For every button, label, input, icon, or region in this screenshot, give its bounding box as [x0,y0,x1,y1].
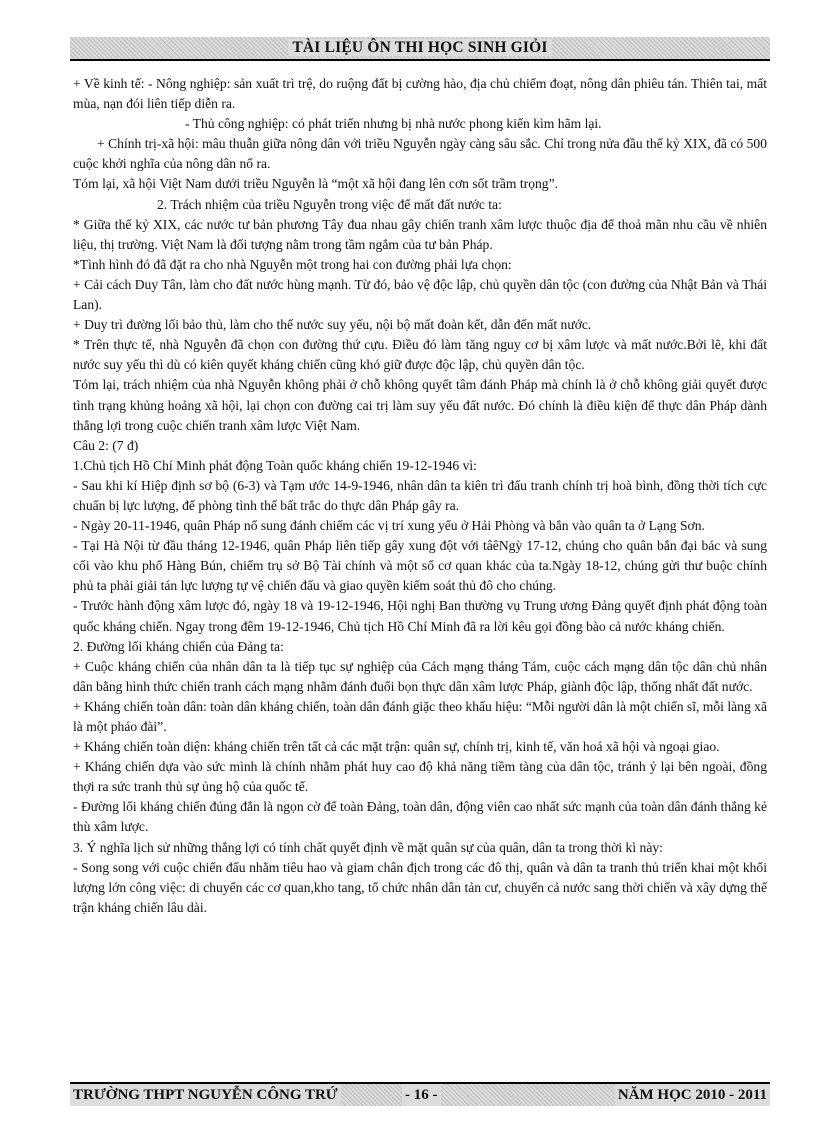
paragraph: + Cải cách Duy Tân, làm cho đất nước hùng mạnh. Từ đó, bảo vệ độc lập, chủ quyền dân tộc (con đường của Nhật Bản và Thái Lan). [73,276,767,313]
paragraph: * Giữa thế kỷ XIX, các nước tư bản phương Tây đua nhau gây chiến tranh xâm lược thuộc địa để thoả mãn nhu cầu về nhiên liệu, thị trường. Việt Nam là đối tượng nằm trong tầm ngắm của tư bản Pháp. [73,216,767,252]
footer-page-number: - 16 - [402,1084,441,1106]
page-footer [70,1082,770,1106]
paragraph: Tóm lại, xã hội Việt Nam dưới triều Nguyễn là “một xã hội đang lên cơn sốt trầm trọng”. [73,176,559,192]
paragraph: - Sau khi kí Hiệp định sơ bộ (6-3) và Tạm ước 14-9-1946, nhân dân ta kiên trì đấu tranh chính trị hoà bình, đồng thời tích cực chuẩn bị lực lượng, để phòng tình thế bất trắc do thực dân Pháp gây ra. [73,477,767,513]
paragraph: - Đường lối kháng chiến đúng đắn là ngọn cờ để toàn Đảng, toàn dân, động viên cao nhất sức mạnh của toàn dân đánh thắng kẻ thù xâm lược. [73,799,767,835]
paragraph: - Song song với cuộc chiến đấu nhằm tiêu hao và giam chân địch trong các đô thị, quân và dân ta tranh thủ triển khai một khối lượng lớn công việc: di chuyển các cơ quan,kho tang, tổ chức nhân dân tản cư, chuyển cả nước sang thời chiến và xây dựng thế trận kháng chiến lâu dài. [73,859,767,915]
page-header [70,37,770,61]
document-body [73,74,767,918]
section-heading: 3. Ý nghĩa lịch sử những thắng lợi có tính chất quyết định về mặt quân sự của quân, dân ta trong thời kì này: [73,839,663,855]
paragraph: + Chính trị-xã hội: mâu thuẫn giữa nông dân với triều Nguyễn ngày càng sâu sắc. Chỉ trong nửa đầu thế kỷ XIX, đã có 500 cuộc khởi nghĩa của nông dân nổ ra. [73,136,767,172]
section-heading: 2. Trách nhiệm của triều Nguyễn trong việc để mất đất nước ta: [157,196,502,212]
section-heading: 2. Đường lối kháng chiến của Đảng ta: [73,638,284,654]
paragraph: - Thủ công nghiệp: có phát triển nhưng bị nhà nước phong kiến kìm hãm lại. [185,116,602,132]
paragraph: + Kháng chiến toàn diện: kháng chiến trên tất cả các mặt trận: quân sự, chính trị, kinh tế, văn hoá xã hội và ngoại giao. [73,739,720,755]
paragraph: + Về kinh tế: - Nông nghiệp: sản xuất trì trệ, do ruộng đất bị cường hào, địa chủ chiếm đoạt, nông dân phiêu tán. Thiên tai, mất mùa, nạn đói liên tiếp diễn ra. [73,76,767,112]
page-title: TÀI LIỆU ÔN THI HỌC SINH GIỎI [288,39,551,56]
footer-school-year: NĂM HỌC 2010 - 2011 [615,1084,770,1106]
paragraph: *Tình hình đó đã đặt ra cho nhà Nguyễn một trong hai con đường phải lựa chọn: [73,256,512,272]
paragraph: - Ngày 20-11-1946, quân Pháp nổ sung đánh chiếm các vị trí xung yếu ở Hải Phòng và bắn vào quân ta ở Lạng Sơn. [73,518,705,534]
paragraph: + Kháng chiến toàn dân: toàn dân kháng chiến, toàn dân đánh giặc theo khẩu hiệu: “Mỗi người dân là một chiến sĩ, mỗi làng xã là một pháo đài”. [73,698,767,734]
paragraph: * Trên thực tế, nhà Nguyễn đã chọn con đường thứ cựu. Điều đó làm tăng nguy cơ bị xâm lược và mất nước.Bởi lẽ, khi đất nước suy yếu thì dù có kiên quyết kháng chiến cũng khó giữ được độc lập, chủ quyền dân tộc. [73,337,767,373]
paragraph: + Cuộc kháng chiến của nhân dân ta là tiếp tục sự nghiệp của Cách mạng tháng Tám, cuộc cách mạng dân tộc dân chủ nhân dân bằng hình thức chiến tranh cách mạng nhằm đánh đuổi bọn thực dân xâm lược Pháp, giành độc lập, thống nhất đất nước. [73,658,767,694]
paragraph: + Duy trì đường lối bảo thủ, làm cho thế nước suy yếu, nội bộ mất đoàn kết, dẫn đến mất nước. [73,317,592,333]
paragraph: + Kháng chiến dựa vào sức mình là chính nhằm phát huy cao độ khả năng tiềm tàng của dân tộc, tránh ỷ lại bên ngoài, đồng thợi ra sức tranh thủ sự ủng hộ của quốc tế. [73,759,767,795]
paragraph: - Tại Hà Nội từ đầu tháng 12-1946, quân Pháp liên tiếp gây xung đột với tâêNgỳ 17-12, chúng cho quân bắn đại bác và sung cối vào khu phố Hàng Bún, chiếm trụ sở Bộ Tài chính và một số cơ quan khác của ta.Ngày 18-12, chúng gửi thư buộc chính phủ ta phải giải tán lực lượng tự vệ chiến đấu và giao quyền kiểm soát thủ đô cho chúng. [73,538,767,594]
question-heading: Câu 2: (7 đ) [73,437,139,453]
paragraph: 1.Chủ tịch Hồ Chí Minh phát động Toàn quốc kháng chiến 19-12-1946 vì: [73,457,477,473]
paragraph: Tóm lại, trách nhiệm của nhà Nguyễn không phải ở chỗ không quyết tâm đánh Pháp mà chính là ở chỗ không giải quyết được tình trạng khủng hoảng xã hội, lại chọn con đường cai trị làm suy yếu đất nước. Đó chính là điều kiện để thực dân Pháp dành thắng lợi trong cuộc chiến tranh xâm lược Việt Nam. [73,377,767,433]
footer-school: TRƯỜNG THPT NGUYỄN CÔNG TRỨ [70,1084,341,1106]
paragraph: - Trước hành động xâm lược đó, ngày 18 và 19-12-1946, Hội nghị Ban thường vụ Trung ương Đảng quyết định phát động toàn quốc kháng chiến. Ngay trong đêm 19-12-1946, Chủ tịch Hồ Chí Minh đã ra lời kêu gọi đồng bào cả nước kháng chiến. [73,598,767,634]
